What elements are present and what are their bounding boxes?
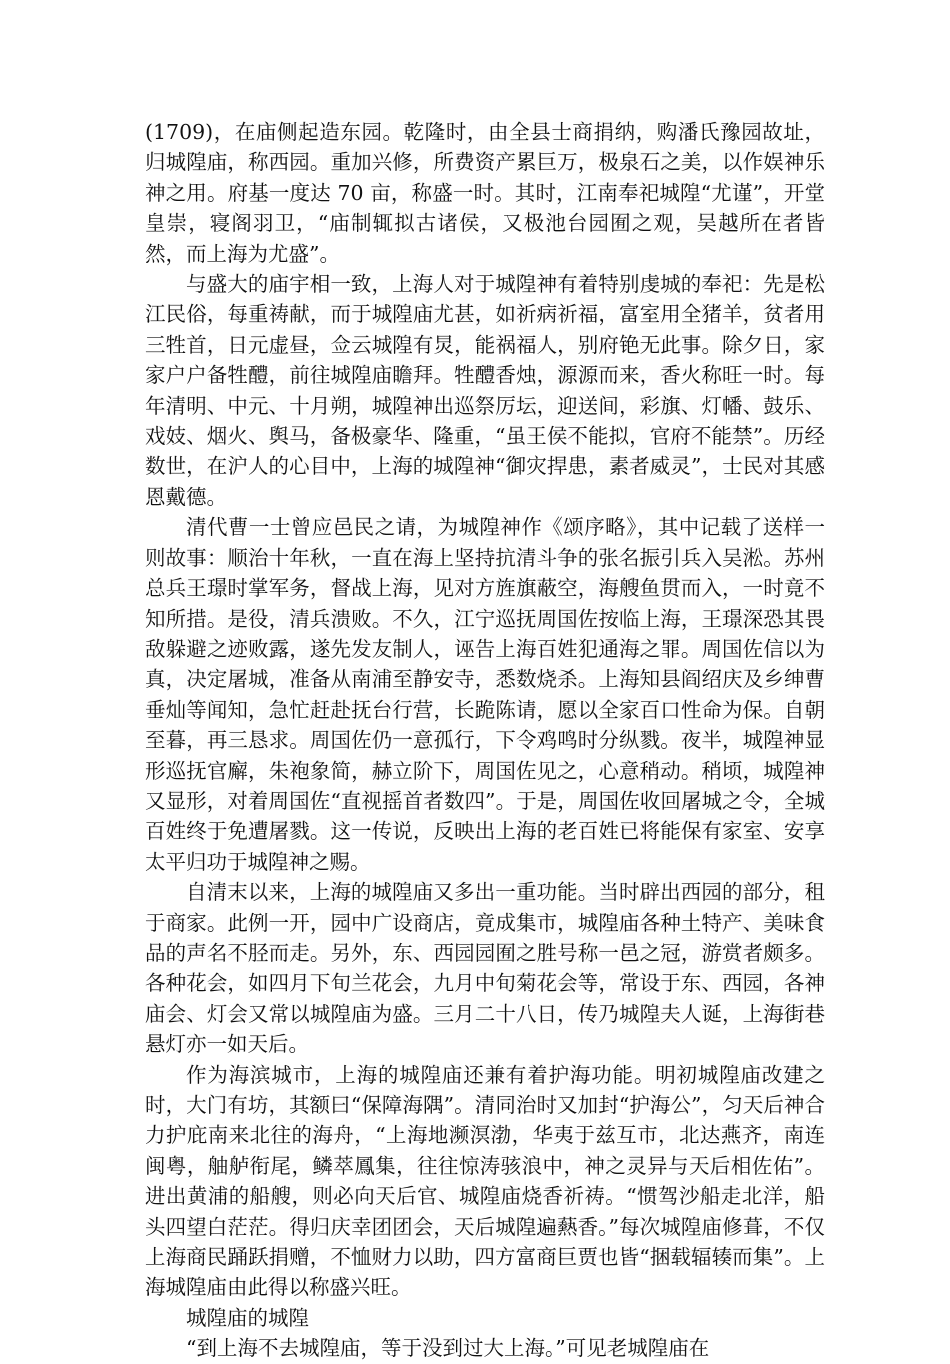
paragraph-legend: 清代曹一士曾应邑民之请，为城隍神作《颂序略》，其中记载了送样一则故事：顺治十年秋，一直在海上坚持抗清斗争的张名振引兵入吴淞。苏州总兵王璟时掌军务，督战上海，见对方旌旗蔽空，海艘鱼贯而入，一时竟不知所措。是役，清兵溃败。不久，江宁巡抚周国佐按临上海，王璟深恐其畏敌躲避之迹败露，遂先发友制人，诬告上海百姓犯通海之罪。周国佐信以为真，决定屠城，准备从南浦至静安寺，悉数烧杀。上海知县阎绍庆及乡绅曹垂灿等闻知，急忙赶赴抚台行营，长跪陈请，愿以全家百口性命为保。自朝至暮，再三恳求。周国佐仍一意孤行，下令鸡鸣时分纵戮。夜半，城隍神显形巡抚官廨，朱袍象简，赫立阶下，周国佐见之，心意稍动。稍顷，城隍神又显形，对着周国佐“直视摇首者数四”。于是，周国佐收回屠城之令，全城百姓终于免遭屠戮。这一传说，反映出上海的老百姓已将能保有家室、安享太平归功于城隍神之赐。: [145, 515, 825, 874]
document-page: [145, 117, 825, 1364]
paragraph-market: 自清末以来，上海的城隍庙又多出一重功能。当时辟出西园的部分，租于商家。此例一开，园中广设商店，竟成集市，城隍庙各种土特产、美味食品的声名不胫而走。另外，东、西园园囿之胜号称一邑之冠，游赏者颇多。各种花会，如四月下旬兰花会，九月中旬菊花会等，常设于东、西园，各神庙会、灯会又常以城隍庙为盛。三月二十八日，传乃城隍夫人诞，上海街巷悬灯亦一如天后。: [145, 880, 825, 1057]
paragraph-opening: “到上海不去城隍庙，等于没到过大上海。”可见老城隍庙在: [186, 1336, 710, 1361]
paragraph-worship: 与盛大的庙宇相一致，上海人对于城隍神有着特别虔城的奉祀：先是松江民俗，每重祷献，而于城隍庙尤甚，如祈病祈福，富室用全猪羊，贫者用三牲首，日元虚昼，佥云城隍有炅，能祸福人，别府铯无此事。除夕日，家家户户备牲醴，前往城隍庙瞻拜。牲醴香烛，源源而来，香火称旺一时。每年清明、中元、十月朔，城隍神出巡祭厉坛，迎送间，彩旗、灯幡、鼓乐、戏妓、烟火、舆马，备极豪华、隆重，“虽王侯不能拟，官府不能禁”。历经数世，在沪人的心目中，上海的城隍神“御灾捍患，素者威灵”，士民对其感恩戴德。: [145, 272, 825, 509]
paragraph-sea-protection: 作为海滨城市，上海的城隍庙还兼有着护海功能。明初城隍庙改建之时，大门有坊，其额曰“保障海隅”。清同治时又加封“护海公”，匀天后神合力护庇南来北往的海舟，“上海地濒溟渤，华夷于兹互市，北达燕齐，南连闽粤，舳舻衔尾，鳞萃鳳集，往往惊涛骇浪中，神之灵异与天后相佐佑”。进出黄浦的船艘，则必向天后官、城隍庙烧香祈祷。“惯驾沙船走北洋，船头四望白茫茫。得归庆幸团团会，天后城隍遍爇香。”每次城隍庙修葺，不仅上海商民踊跃捐赠，不恤财力以助，四方富商巨贾也皆“捆载辐辏而集”。上海城隍庙由此得以称盛兴旺。: [145, 1062, 825, 1300]
paragraph-continuation: (1709)，在庙侧起造东园。乾隆时，由全县士商捐纳，购潘氏豫园故址，归城隍庙，称西园。重加兴修，所费资产累巨万，极泉石之美，以作娱神乐神之用。府基一度达 70 亩，称盛一时。其时，江南奉祀城隍“尤谨”，开堂皇崇，寝阁羽卫，“庙制辄拟古诸侯，又极池台园囿之观，吴越所在者皆然，而上海为尤盛”。: [145, 120, 825, 266]
section-heading: 城隍庙的城隍: [186, 1305, 309, 1330]
